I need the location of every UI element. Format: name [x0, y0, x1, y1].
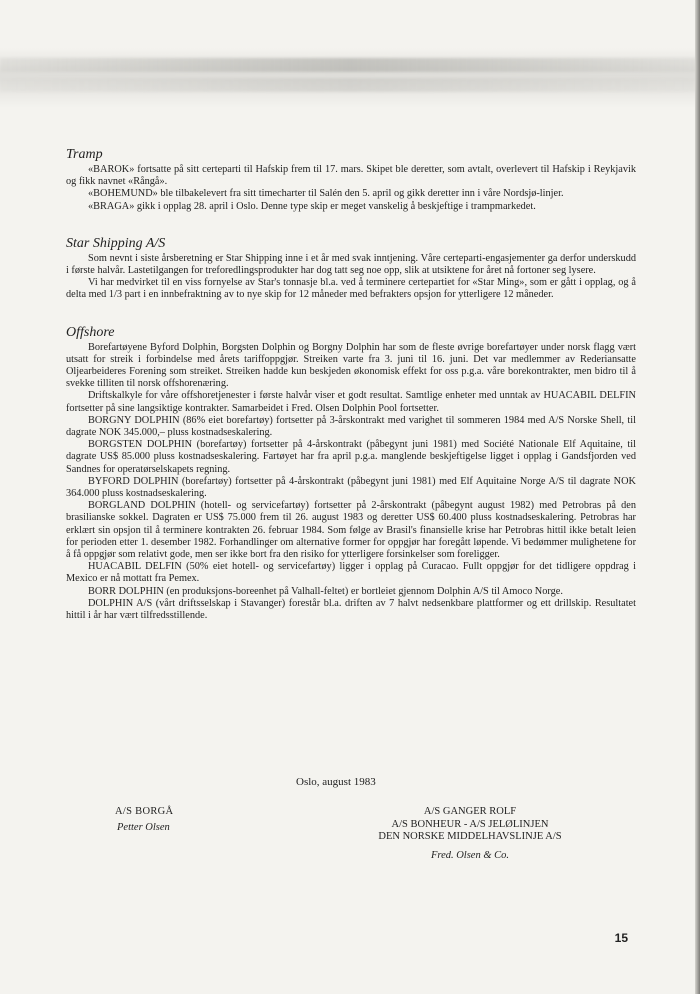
bleed-through-line — [0, 78, 700, 92]
signature-right — [370, 806, 570, 862]
section-tramp — [66, 146, 636, 213]
section-star-shipping — [66, 235, 636, 302]
paragraph: HUACABIL DELFIN (50% eiet hotell- og servicefartøy) ligger i opplag på Curacao. Fullt oppgjør for det tidligere oppdrag i Mexico er nå mottatt fra Pemex. — [66, 561, 636, 585]
signatory-company: A/S BORGÅ — [115, 806, 174, 817]
section-heading: Offshore — [66, 324, 115, 340]
signatory-company: DEN NORSKE MIDDELHAVSLINJE A/S — [378, 831, 562, 842]
signature-date: Oslo, august 1983 — [296, 776, 376, 788]
paragraph: BORR DOLPHIN (en produksjons-boreenhet på Valhall-feltet) er bortleiet gjennom Dolphin A/S til Amoco Norge. — [88, 585, 563, 597]
section-heading: Star Shipping A/S — [66, 235, 166, 251]
bleed-through-line — [0, 58, 700, 72]
signatory-name: Fred. Olsen & Co. — [430, 849, 510, 861]
signatory-company: A/S BONHEUR - A/S JELØLINJEN — [391, 818, 549, 830]
section-offshore — [66, 324, 636, 623]
page-number: 15 — [614, 931, 628, 945]
signatory-company: A/S GANGER ROLF — [423, 806, 517, 817]
report-body — [66, 146, 636, 644]
page-edge-shadow — [695, 0, 700, 994]
paragraph: BORGSTEN DOLPHIN (borefartøy) fortsetter på 4-årskontrakt (påbegynt juni 1981) med Société Nationale Elf Aquitaine, til dagrate US$ 85.000 pluss kostnadseskalering. Fartøyet har fra april p.g.a. manglende beskjeftigelse ligget i opplag i Gandsfjorden ved Sandnes for operatørselskapets regning. — [66, 439, 636, 475]
paragraph: «BOHEMUND» ble tilbakelevert fra sitt timecharter til Salén den 5. april og gikk deretter inn i våre Nordsjø-linjer. — [88, 188, 564, 200]
paragraph: BORGNY DOLPHIN (86% eiet borefartøy) fortsetter på 3-årskontrakt med varighet til sommeren 1984 med A/S Norske Shell, til dagrate NOK 345.000,– pluss kostnadseskalering. — [66, 414, 636, 439]
paragraph: BYFORD DOLPHIN (borefartøy) fortsetter på 4-årskontrakt (påbegynt juni 1981) med Elf Aquitaine Norge A/S til dagrate NOK 364.000 pluss kostnadseskalering. — [66, 475, 636, 500]
bleed-through-band — [0, 48, 700, 108]
paragraph: Som nevnt i siste årsberetning er Star Shipping inne i et år med svak inntjening. Våre certeparti-engasjementer ga derfor underskudd i første halvår. Lastetilgangen for treforedlingsprodukter har dog tatt seg noe opp, slik at utsiktene for året nå fortoner seg lysere. — [66, 252, 636, 277]
paragraph: Vi har medvirket til en viss fornyelse av Star's tonnasje bl.a. ved å terminere certepartiet for «Star Ming», som er gått i opplag, og å delta med 1/3 part i en innbefraktning av to nye skip for 12 måneder med befrakters opsjon for ytterligere 12 måneder. — [66, 277, 636, 301]
paragraph: «BRAGA» gikk i opplag 28. april i Oslo. Denne type skip er meget vanskelig å beskjeftige i trampmarkedet. — [88, 200, 536, 212]
paragraph: «BAROK» fortsatte på sitt certeparti til Hafskip frem til 17. mars. Skipet ble deretter, som avtalt, overlevert til Hafskip i Reykjavik og fikk navnet «Rångå». — [66, 164, 636, 188]
paragraph: Borefartøyene Byford Dolphin, Borgsten Dolphin og Borgny Dolphin har som de fleste øvrige borefartøyer under norsk flagg vært utsatt for streik i forbindelse med årets tariffoppgjør. Streiken varte fra 3. juni til 16. juni. Det var medlemmer av Rederiansatte Oljearbeideres Forening som streiket. Streiken hadde kun beskjeden økonomisk effekt for oss p.g.a. våre borekontrakter, men bidro til å svekke tilliten til norsk offshorenæring. — [66, 341, 636, 390]
signature-left — [115, 806, 173, 833]
signatory-name: Petter Olsen — [117, 822, 170, 833]
section-heading: Tramp — [66, 147, 103, 162]
paragraph: BORGLAND DOLPHIN (hotell- og servicefartøy) fortsetter på 2-årskontrakt (påbegynt august 1982) med Petrobras på den brasilianske sokkel. Dagraten er US$ 75.000 frem til 26. august 1983 og deretter US$ 60.400 pluss kostnadseskalering. Petrobras har erklært sin opsjon til å terminere kontrakten 26. februar 1984. Som følge av Brasil's finansielle krise har Petrobras hittil ikke betalt leien for perioden etter 1. desember 1982. Forhandlinger om alternative former for oppgjør har foregått løpende. Vi bedømmer mulighetene for å få oppgjør som relativt gode, men ser ikke bort fra den risiko for ytterligere forsinkelser som foreligger. — [66, 500, 636, 561]
paragraph: DOLPHIN A/S (vårt driftsselskap i Stavanger) forestår bl.a. driften av 7 halvt nedsenkbare plattformer og ett drillskip. Resultatet hittil i år har vært tilfredsstillende. — [66, 597, 636, 622]
paragraph: Driftskalkyle for våre offshoretjenester i første halvår viser et godt resultat. Samtlige enheter med unntak av HUACABIL DELFIN fortsetter på sine langsiktige kontrakter. Samarbeidet i Fred. Olsen Dolphin Pool fortsetter. — [66, 390, 636, 414]
